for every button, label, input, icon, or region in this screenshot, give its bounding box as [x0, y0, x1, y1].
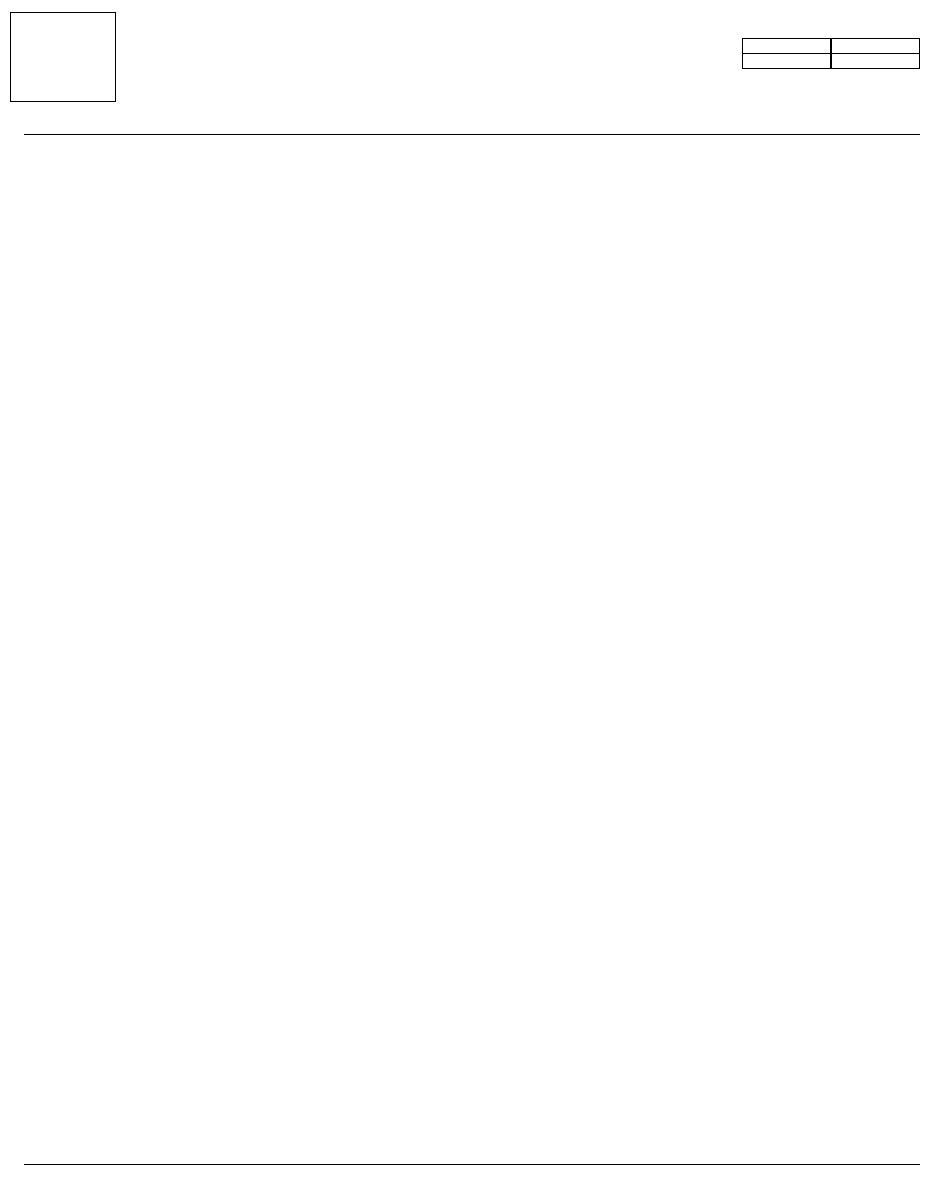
box-grid	[742, 38, 920, 68]
info-bar	[24, 104, 920, 122]
column-header	[24, 122, 920, 135]
race-number	[10, 12, 116, 102]
footer	[24, 1164, 920, 1183]
